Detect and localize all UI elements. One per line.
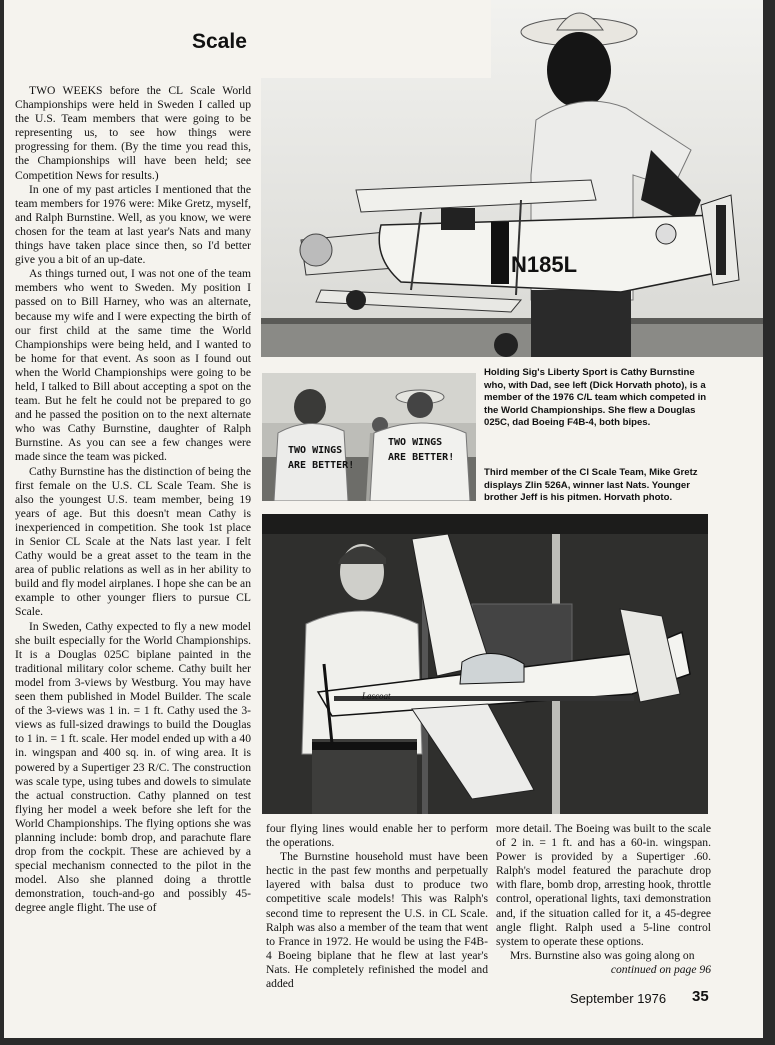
issue-date: September 1976 xyxy=(570,991,667,1006)
paragraph: As things turned out, I was not one of the team members who went to Sweden. My position I passed on to Bill Harney, who was an alternate, because my wife and I were expecting the birth of our first child at the same time the World Championships were being held, and I wanted to be home for that event. As soon as I found out when the World Championships were going to be held, I talked to Bill about accepting a spot on the team. But he felt he could not be prepared to go and he passed the position on to the next alternate who was Cathy Burnstine, daughter of Ralph Burnstine. As you can see a few changes were made since the team was picked. xyxy=(15,267,251,464)
shirt-text-2: ARE BETTER! xyxy=(288,460,355,471)
photo-gretz-zlin-image xyxy=(262,514,708,814)
magazine-page xyxy=(4,0,763,1038)
paragraph: more detail. The Boeing was built to the scale of 2 in. = 1 ft. and has a 60-in. wingspan. Power is provided by a Supertiger .60. Ralph's model featured the parachute drop with flare, bomb drop, arresting hook, throttle control, operational lights, taxi demonstration and, if the situation called for it, a 45-degree angle flight. Ralph used a 5-line control system to operate these options. xyxy=(496,822,711,948)
shirt-text-3: TWO WINGS xyxy=(388,437,443,448)
paragraph: In one of my past articles I mentioned that the team members for 1976 were: Mike Gretz, myself, and Ralph Burnstine. Well, as you know, we were chosen for the team at last year's Nats and many things have taken place since then, so I'd better give you a bit of an up-date. xyxy=(15,182,251,267)
paragraph: four flying lines would enable her to perform the operations. xyxy=(266,822,488,850)
plane-logo-text: Lascoat xyxy=(362,691,391,701)
photo-two-wings-shirts xyxy=(262,373,476,501)
plane-registration: N185L xyxy=(511,252,578,277)
photo-gretz-zlin xyxy=(262,514,708,814)
photo-cathy-biplane xyxy=(261,0,763,357)
section-title: Scale xyxy=(192,30,247,53)
shirt-text-4: ARE BETTER! xyxy=(388,452,455,463)
photo-two-wings-shirts-image xyxy=(262,373,476,501)
paragraph: In Sweden, Cathy expected to fly a new model she built especially for the World Championships. It is a Douglas 025C biplane painted in the traditional military color scheme. Cathy built her model from 3-views by Westburg. You may have seen them published in Model Builder. The scale of the 3-views was 1 in. = 1 ft. Cathy used the 3-views as full-sized drawings to build the Douglas to 1 in. = 1 ft. scale. Her model ended up with a 40 in. wingspan and 400 sq. in. of wing area. It is powered by a Supertiger 23 R/C. The construction was scale type, using tubes and dowels to simulate the actual construction. Cathy planned on test flying her model a week before she left for the World Championships. The flying options she was planning include: bomb drop, and parachute flare drop from the cockpit. These are achieved by a special mechanism connected to the pilot in the model. Also she planned doing a throttle demonstration, touch-and-go and possibly 45-degree angle flight. The use of xyxy=(15,619,251,915)
article-column-1 xyxy=(15,84,251,916)
caption-middle: Third member of the Cl Scale Team, Mike Gretz displays Zlin 526A, winner last Nats. Younger brother Jeff is his pitmen. Horvath photo. xyxy=(484,467,698,504)
paragraph: The Burnstine household must have been hectic in the past few months and perpetually layered with balsa dust to produce two competitive scale models! This was Ralph's second time to represent the U.S. in CL Scale. Ralph was also a member of the team that went to France in 1972. He would be using the F4B-4 Boeing biplane that he flew at last year's Nats. He completely refinished the model and added xyxy=(266,850,488,991)
paragraph: TWO WEEKS before the CL Scale World Championships were held in Sweden I called up the U.S. Team members that were going to be representing us, to see how things were progressing for them. (By the time you read this, the Championships will have been held; see Competition News for results.) xyxy=(15,84,251,182)
page-number: 35 xyxy=(692,988,709,1005)
continued-link[interactable]: continued on page 96 xyxy=(610,962,711,976)
photo-cathy-biplane-image xyxy=(261,0,763,357)
article-column-3 xyxy=(496,822,711,977)
article-column-2 xyxy=(266,822,488,991)
caption-top: Holding Sig's Liberty Sport is Cathy Burnstine who, with Dad, see left (Dick Horvath photo), is a member of the 1976 C/L team which competed in the World Championships. She flew a Douglas 025C, dad Boeing F4B-4, both bipes. xyxy=(484,367,707,429)
shirt-text-1: TWO WINGS xyxy=(288,445,343,456)
paragraph: Mrs. Burnstine also was going along on xyxy=(510,948,695,962)
paragraph: Cathy Burnstine has the distinction of being the first female on the U.S. CL Scale Team. She is also the youngest U.S. team member, being 19 years of age. But this doesn't mean Cathy is inexperienced in competition. She took 1st place in Senior CL Scale at the Nats last year. I felt Cathy would be a great asset to the team in the area of public relations as well as in her ability to build and fly model airplanes. I hope she can be an example to other younger fliers to pursue CL Scale. xyxy=(15,464,251,619)
